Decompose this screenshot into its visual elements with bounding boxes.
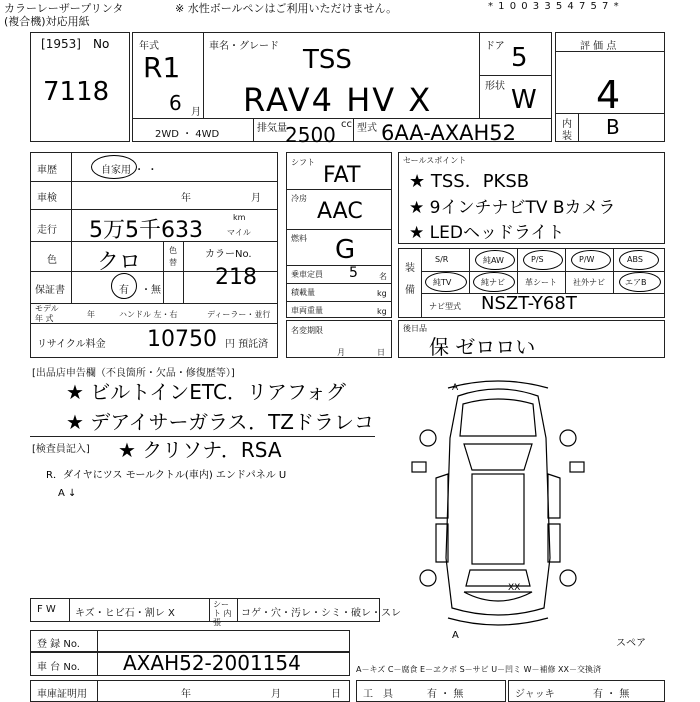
shape-label: 形状	[485, 81, 505, 92]
warranty-yes: 有	[119, 285, 129, 296]
lot-box	[30, 32, 130, 142]
inspector-line-3: A ↓	[58, 488, 77, 499]
lot-suffix: No	[93, 37, 110, 51]
evaluation-box	[555, 32, 665, 142]
navi-model-label: ナビ型式	[429, 302, 461, 311]
spare-label: スペア	[616, 638, 646, 649]
garage-cert-year: 年	[181, 689, 191, 700]
jack-box	[508, 680, 665, 702]
recycle-value: 10750	[147, 327, 217, 352]
model-label: 型式	[357, 123, 377, 134]
model-spec-dealer: ディーラー・並行	[207, 310, 271, 319]
inspection-month: 月	[251, 193, 261, 204]
interior-label-2: 装	[562, 131, 572, 142]
diagram-mark-xx: XX	[508, 583, 521, 593]
inspection-year: 年	[181, 193, 191, 204]
circle-abs	[619, 250, 659, 270]
later-items-box	[398, 320, 665, 358]
aircon-value: AAC	[317, 199, 363, 224]
equip-pw: P/W	[579, 255, 595, 264]
info-table	[30, 152, 278, 358]
fw-label: F W	[37, 604, 56, 615]
recycle-label: リサイクル料金	[37, 339, 106, 350]
registration-label: 登 録 No.	[37, 639, 80, 650]
expiry-day: 日	[377, 348, 385, 357]
inspector-line-1: ★ クリソナ．RSA	[118, 438, 282, 462]
seat-value: コゲ・穴・汚レ・シミ・破レ・スレ	[241, 608, 401, 619]
equip-ps: P/S	[531, 255, 544, 264]
car-info-box	[132, 32, 552, 147]
equip-airbag: エアB	[625, 278, 647, 287]
jack-options: 有 ・ 無	[593, 689, 630, 700]
fuel-value: G	[335, 235, 356, 265]
fuel-label: 燃料	[291, 234, 307, 243]
seat-label: シート 内張	[213, 600, 232, 627]
color-no-label: カラーNo.	[205, 249, 252, 260]
circle-tv	[425, 272, 467, 292]
mileage-mile: マイル	[227, 228, 251, 237]
diagram-mark-a-front: A	[452, 383, 459, 393]
mileage-label: 走行	[37, 225, 57, 236]
shape-value: W	[511, 85, 537, 115]
car-name: RAV4 HV X	[243, 81, 433, 119]
displacement-label: 排気量	[257, 123, 287, 134]
later-items-value: 保 ゼロロい	[429, 335, 536, 359]
weight-label: 車両重量	[291, 306, 323, 315]
equip-aftermarket-navi: 社外ナビ	[573, 278, 605, 287]
year-era: R1	[143, 51, 181, 84]
expiry-month: 月	[337, 348, 345, 357]
equip-abs: ABS	[627, 255, 643, 264]
warranty-no: ・無	[141, 285, 161, 296]
name-grade-label: 車名・グレード	[209, 41, 279, 52]
tools-box	[356, 680, 506, 702]
remarks-label: [出品店申告欄（不良箇所・欠品・修復歴等）]	[32, 368, 235, 379]
shift-label: シフト	[291, 158, 315, 167]
garage-cert-label: 車庫証明用	[37, 689, 87, 700]
mileage-value: 5万5千633	[89, 218, 203, 243]
remarks-line-1: ★ ビルトインETC．リアフォグ	[66, 380, 346, 404]
aircon-label: 冷房	[291, 194, 307, 203]
door-label: ドア	[485, 41, 505, 52]
load-unit: kg	[377, 289, 387, 298]
color-value: クロ	[97, 250, 142, 275]
expiry-box	[286, 320, 392, 358]
history-label: 車歴	[37, 165, 57, 176]
sales-point-line-2: ★ 9インチナビTV Bカメラ	[409, 198, 616, 218]
remarks-line-2: ★ デアイサーガラス．TZドラレコ	[66, 410, 375, 434]
damage-legend: A－キズ C－腐食 E－ヱクボ S－サビ U－凹ミ W－補修 XX－交換済	[356, 665, 602, 674]
displacement-value: 2500	[285, 123, 336, 147]
mileage-km: km	[233, 213, 246, 222]
model-value: 6AA-AXAH52	[381, 121, 516, 145]
model-spec-handle: ハンドル 左・右	[119, 310, 178, 319]
circle-airbag	[619, 272, 661, 292]
inspection-label: 車検	[37, 193, 57, 204]
load-label: 積載量	[291, 288, 315, 297]
later-items-label: 後日品	[403, 324, 427, 333]
circle-aw	[475, 250, 515, 270]
interior-label-1: 内	[562, 119, 572, 130]
equip-aw: 純AW	[483, 256, 504, 265]
warranty-circle	[111, 273, 137, 299]
lot-code: [1953]	[41, 37, 81, 51]
evaluation-label: 評 価 点	[580, 41, 617, 52]
model-spec-label-1: モデル	[35, 304, 59, 313]
notice-text: ※ 水性ボールペンはご利用いただけません。	[175, 2, 398, 15]
drive-label: 2WD ・ 4WD	[155, 129, 220, 140]
year-month: 6	[169, 91, 182, 115]
garage-cert-month: 月	[271, 689, 281, 700]
equip-tv: 純TV	[433, 278, 452, 287]
model-spec-label-2: 年 式	[35, 314, 54, 323]
equipment-label-2: 備	[405, 285, 415, 296]
circle-navi	[473, 272, 515, 292]
registration-row	[30, 630, 350, 652]
navi-model-value: NSZT-Y68T	[481, 293, 577, 314]
year-label: 年式	[139, 41, 159, 52]
expiry-label: 名変期限	[291, 326, 323, 335]
warranty-label: 保証書	[35, 285, 65, 296]
garage-cert-day: 日	[331, 689, 341, 700]
equipment-label-1: 装	[405, 263, 415, 274]
circle-ps	[523, 250, 563, 270]
printer-line: カラーレーザープリンタ	[4, 2, 124, 15]
model-spec-year: 年	[87, 310, 95, 319]
color-no-value: 218	[215, 265, 257, 290]
sales-points-box	[398, 152, 665, 244]
diagram-mark-a-rear: A	[452, 630, 459, 641]
sales-point-line-3: ★ LEDヘッドライト	[409, 223, 565, 243]
tools-options: 有 ・ 無	[427, 689, 464, 700]
history-options: 自家用 ・ ・	[101, 165, 158, 176]
color-change-1: 色	[169, 246, 177, 255]
recycle-unit: 円 預託済	[225, 339, 269, 350]
spec-table	[286, 152, 392, 318]
car-grade: TSS	[303, 45, 352, 75]
weight-unit: kg	[377, 307, 387, 316]
chassis-value: AXAH52-2001154	[123, 651, 301, 675]
condition-row	[30, 598, 401, 627]
history-circle	[91, 155, 137, 179]
color-change-2: 替	[169, 258, 177, 267]
capacity-unit: 名	[379, 272, 387, 281]
fw-value: キズ・ヒビ石・割レ X	[75, 608, 175, 619]
equipment-box	[398, 248, 665, 318]
equip-sr: S/R	[435, 255, 449, 264]
capacity-value: 5	[349, 265, 358, 281]
cc-unit: cc	[341, 119, 352, 130]
month-unit: 月	[191, 107, 201, 118]
lot-number: 7118	[43, 77, 110, 107]
printer-sub: (複合機)対応用紙	[4, 15, 90, 28]
inspector-line-2: R．ダイヤにツス モールクトル(車内) エンドパネル U	[46, 470, 287, 481]
equip-navi: 純ナビ	[481, 278, 505, 287]
sales-point-line-1: ★ TSS．PKSB	[409, 171, 530, 192]
inspector-label: [検査員記入]	[32, 444, 90, 455]
capacity-label: 乗車定員	[291, 270, 323, 279]
serial-number: * 1 0 0 3 3 5 4 7 5 7 *	[488, 1, 620, 12]
door-count: 5	[511, 43, 528, 73]
color-label: 色	[47, 255, 57, 266]
equip-leather: 革シート	[525, 278, 557, 287]
sales-points-label: セールスポイント	[403, 156, 467, 165]
shift-value: FAT	[323, 163, 361, 188]
chassis-row	[30, 652, 350, 676]
car-damage-diagram	[408, 378, 588, 628]
interior-score: B	[606, 115, 620, 139]
chassis-label: 車 台 No.	[37, 662, 80, 673]
tools-label: 工 具	[363, 689, 393, 700]
evaluation-score: 4	[596, 73, 621, 117]
circle-pw	[571, 250, 611, 270]
garage-cert-row	[30, 680, 350, 702]
jack-label: ジャッキ	[515, 689, 555, 700]
